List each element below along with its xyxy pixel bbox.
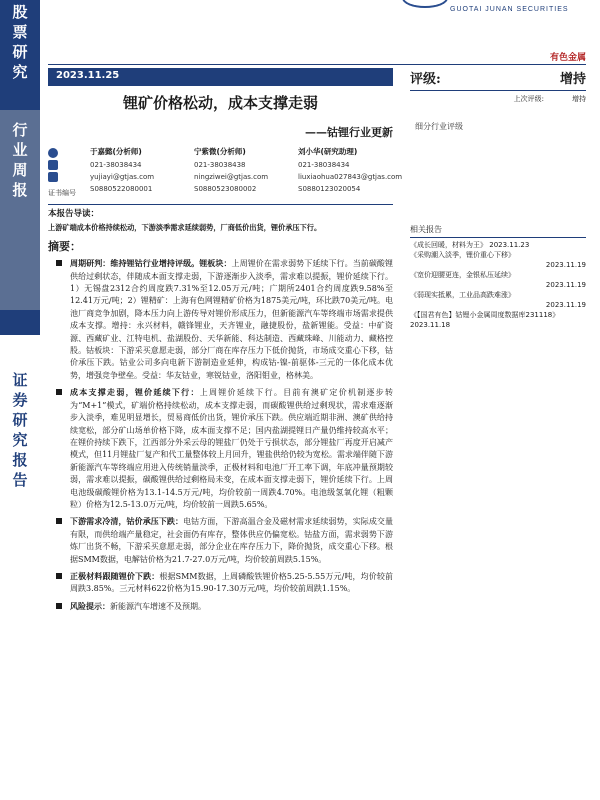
guide-heading: 本报告导读： bbox=[48, 209, 100, 219]
company-logo bbox=[390, 0, 590, 24]
report-title: 锂矿价格松动，成本支撑走弱 bbox=[122, 94, 318, 112]
logo-emblem-icon bbox=[402, 0, 448, 8]
email-icon bbox=[48, 172, 58, 182]
previous-rating-value: 增持 bbox=[572, 95, 586, 103]
point-text: 电钴方面，下游高温合金及磁材需求延续弱势，实际成交量有限，而供给端产量稳定，社会面仍有库存，整体供应仍偏宽松。钴盐方面，需求弱势下游炼厂出货不畅，下游采买意愿走弱，部分企业在库存压力下，降价抛货，成交重心下移。根据SMM数据，电解钴价格为21.7-27.0万元/吨，均价较前周跌5.15%。 bbox=[70, 517, 393, 564]
analyst-card bbox=[298, 146, 402, 197]
related-report-date: 2023.11.19 bbox=[545, 261, 586, 269]
point-text: 上周锂价在需求弱势下延续下行。当前碳酸锂供给过剩状态，伴随成本面支撑走弱，下游逐渐步入淡季，需求难以提振，锂价延续下行。1）无锡盘2312合约周度跌7.31%至12.05万元/吨；广期所2401合约周度跌9.58%至12.41万元/吨；2）锂精矿：上海有色网锂精矿价格为1875美元/吨，环比跌70美元/吨。电池厂商竞争加剧，降本压力向上游传导对锂价形成压力，但新能源汽车等终端市场需求提供成本支撑。增持：永兴材料，赣锋锂业，天齐锂业，融捷股份，盐新锂能。受益：中矿资源、西藏矿业、江特电机、盐湖股份、天华新能、科达制造、西藏珠峰、川能动力、藏格控股。钴板块：下游采买意愿走弱，部分厂商在库存压力下低价抛货，市场成交重心下移，钴价承压下跌。钴业公司多向电新下游制造业延伸，构成钴-镍-前驱体-三元的一体化成本优势，增强竞争壁垒。受益：华友钴业，寒锐钴业，洛阳钼业，格林美。 bbox=[70, 259, 394, 380]
side-banner bbox=[0, 0, 40, 800]
rating-value: 增持 bbox=[559, 72, 586, 87]
sub-industry-rating-label: 细分行业评级 bbox=[415, 122, 463, 131]
analyst-phone: 021-38038434 bbox=[298, 161, 350, 169]
report-date: 2023.11.25 bbox=[48, 68, 393, 86]
analyst-email[interactable]: yujiayi@gtjas.com bbox=[90, 173, 155, 181]
analyst-phone: 021-38038438 bbox=[194, 161, 246, 169]
related-reports-heading: 相关报告 bbox=[410, 224, 586, 238]
related-report-item[interactable]: 《成长回暖，材料为王》 2023.11.23 bbox=[410, 241, 530, 249]
previous-rating-row bbox=[410, 91, 586, 104]
analyst-cert: S0880523080002 bbox=[194, 185, 257, 193]
rating-box bbox=[410, 68, 586, 104]
point-text: 根据SMM数据，上周磷酸铁锂价格5.25-5.55万元/吨，均价较前周跌3.85%。三元材料622价格为15.90-17.30万元/吨，均价较前周跌1.15%。 bbox=[70, 571, 394, 594]
related-report-item[interactable]: 《弱现实抵累，工业品高跌难涨》 2023.11.19 bbox=[410, 291, 586, 309]
previous-rating-label: 上次评级: bbox=[513, 95, 544, 103]
analyst-name: 宁紫微(分析师) bbox=[194, 147, 246, 156]
related-report-date: 2023.11.19 bbox=[545, 281, 586, 289]
analyst-card bbox=[194, 146, 268, 197]
summary-point bbox=[48, 570, 393, 596]
related-reports bbox=[410, 224, 586, 330]
bullet-icon bbox=[56, 603, 62, 609]
report-subtitle: ——钴锂行业更新 bbox=[305, 126, 393, 139]
analyst-cert: S0880123020054 bbox=[298, 185, 361, 193]
summary-point bbox=[48, 386, 393, 511]
summary-point bbox=[48, 515, 393, 566]
guide-text: 上游矿端成本价格持续松动，下游淡季需求延续弱势，厂商低价出货，锂价承压下行。 bbox=[48, 223, 322, 233]
point-lead: 风险提示： bbox=[70, 600, 110, 611]
point-text: 上周锂价延续下行。目前有澳矿定价机制逐步转为“M+1”模式，矿端价格持续松动，成本支撑走弱，而碳酸锂供给过剩现状，需求难逐渐步入淡季，难见明显增长，贸易商低价出货，锂价承压下跌。供应端近期非洲、澳矿供给持续宽松，部分矿山场单价格下降，成本面支撑不足；国内盐湖提锂日产量仍维持较高水平；在锂价持续下跌下，江西部分外采云母的锂盐厂仍处于亏损状态，部分锂盐厂再度开启减产模式，但11月锂盐厂复产和代工量整体较上月回升，锂盐供给仍较为宽松。需求端伴随下游新能源汽车等终端应用进入传统销量淡季，正极材料和电池厂开工率下调，年底冲量预期较弱，需求难以提振，碳酸锂供给过剩格局未变，在成本面支撑走弱下，锂价延续下行。上周电池级碳酸锂价格为13.1-14.5万元/吨，均价较前一周跌4.70%。电池级氢氧化锂（粗颗粒）价格为12.5-13.0万元/吨，均价较前一周跌5.65%。 bbox=[70, 388, 394, 509]
summary-heading: 摘要： bbox=[48, 239, 81, 253]
related-report-date: 2023.11.19 bbox=[545, 301, 586, 309]
point-lead: 成本支撑走弱，锂价延续下行： bbox=[70, 387, 200, 398]
side-label-weekly: 行 业 周 报 bbox=[0, 110, 40, 310]
analyst-name: 于嘉懿(分析师) bbox=[90, 147, 142, 156]
cert-label: 证书编号 bbox=[48, 189, 76, 197]
related-report-item[interactable]: 《采购潮入淡季，锂价重心下移》 2023.11.19 bbox=[410, 251, 586, 269]
person-icon bbox=[48, 148, 58, 158]
analyst-phone: 021-38038434 bbox=[90, 161, 142, 169]
related-report-date: 2023.11.23 bbox=[489, 241, 530, 249]
point-lead: 周期研判：维持锂钴行业增持评级。锂板块： bbox=[70, 258, 232, 269]
divider bbox=[48, 204, 393, 205]
point-lead: 正极材料跟随锂价下跌： bbox=[70, 570, 160, 581]
report-body bbox=[48, 208, 393, 613]
bullet-icon bbox=[56, 518, 62, 524]
summary-point bbox=[48, 257, 393, 382]
related-report-item[interactable]: 《【国君有色】钴锂小金属周度数据库231118》 2023.11.18 bbox=[410, 311, 560, 329]
logo-text: GUOTAI JUNAN SECURITIES bbox=[450, 6, 569, 13]
divider bbox=[48, 64, 586, 65]
point-lead: 下游需求冷清，钴价承压下跌： bbox=[70, 516, 184, 527]
contact-icons bbox=[48, 148, 60, 184]
bullet-icon bbox=[56, 389, 62, 395]
analyst-cert: S0880522080001 bbox=[90, 185, 153, 193]
analyst-email[interactable]: ningziwei@gtjas.com bbox=[194, 173, 269, 181]
bullet-icon bbox=[56, 573, 62, 579]
analyst-card bbox=[90, 146, 154, 197]
bullet-icon bbox=[56, 260, 62, 266]
rating-label: 评级: bbox=[410, 72, 441, 87]
summary-point bbox=[48, 600, 393, 613]
sector-label: 有色金属 bbox=[549, 53, 586, 63]
point-text: 新能源汽车增速不及预期。 bbox=[110, 601, 206, 611]
phone-icon bbox=[48, 160, 58, 170]
analyst-email[interactable]: liuxiaohua027843@gtjas.com bbox=[298, 173, 403, 181]
analyst-name: 刘小华(研究助理) bbox=[298, 147, 358, 156]
rating-row bbox=[410, 68, 586, 91]
side-label-securities-report: 证 券 研 究 报 告 bbox=[0, 335, 40, 800]
side-label-stock-research: 股 票 研 究 bbox=[0, 0, 40, 95]
related-report-item[interactable]: 《宽价迎腰更连，金银私压延续》 2023.11.19 bbox=[410, 271, 586, 289]
related-report-date: 2023.11.18 bbox=[410, 321, 451, 329]
